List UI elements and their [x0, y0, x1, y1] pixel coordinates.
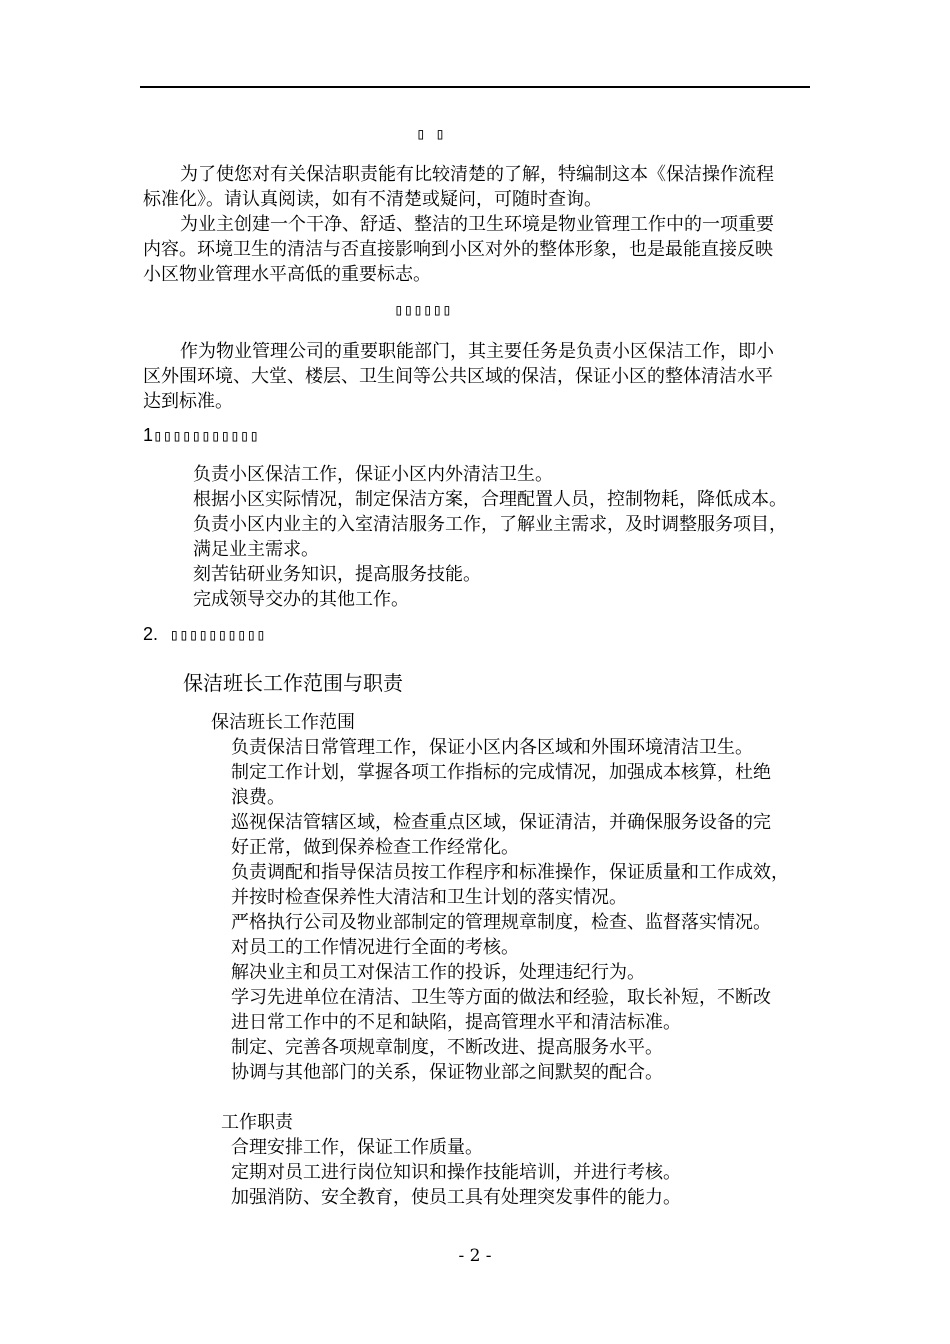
list-item: 好正常，做到保养检查工作经常化。	[231, 837, 519, 858]
list-item: 严格执行公司及物业部制定的管理规章制度，检查、监督落实情况。	[231, 912, 771, 933]
text-line: 小区物业管理水平高低的重要标志。	[143, 264, 431, 285]
list-item: 制定、完善各项规章制度，不断改进、提高服务水平。	[231, 1037, 663, 1058]
list-item: 进日常工作中的不足和缺陷，提高管理水平和清洁标准。	[231, 1012, 681, 1033]
item-2-heading	[143, 622, 266, 647]
page-title: ▯ ▯	[416, 124, 445, 143]
list-item: 负责调配和指导保洁员按工作程序和标准操作，保证质量和工作成效，	[231, 862, 789, 883]
scope-title: 保洁班长工作范围	[211, 712, 355, 733]
list-item: 合理安排工作，保证工作质量。	[231, 1137, 483, 1158]
text-line: 为了使您对有关保洁职责能有比较清楚的了解，特编制这本《保洁操作流程	[180, 164, 774, 185]
list-item: 学习先进单位在清洁、卫生等方面的做法和经验，取长补短，不断改	[231, 987, 771, 1008]
list-item: 巡视保洁管辖区域，检查重点区域，保证清洁，并确保服务设备的完	[231, 812, 771, 833]
list-item: 负责小区保洁工作，保证小区内外清洁卫生。	[193, 464, 553, 485]
list-item: 解决业主和员工对保洁工作的投诉，处理违纪行为。	[231, 962, 645, 983]
list-item: 浪费。	[231, 787, 285, 808]
item-heading-text: ▯▯▯▯▯▯▯▯▯▯▯	[153, 426, 259, 445]
text-line: 为业主创建一个干净、舒适、整洁的卫生环境是物业管理工作中的一项重要	[180, 214, 774, 235]
item-heading-text: ▯▯▯▯▯▯▯▯▯▯	[169, 625, 266, 644]
text-line: 标准化》。请认真阅读，如有不清楚或疑问，可随时查询。	[143, 189, 602, 210]
list-item: 负责小区内业主的入室清洁服务工作，了解业主需求，及时调整服务项目，	[193, 514, 787, 535]
responsibility-title: 工作职责	[221, 1112, 293, 1133]
list-item: 根据小区实际情况，制定保洁方案，合理配置人员，控制物耗，降低成本。	[193, 489, 787, 510]
item-1-heading	[143, 423, 259, 448]
text-line: 内容。环境卫生的清洁与否直接影响到小区对外的整体形象，也是最能直接反映	[143, 239, 773, 260]
item-number: 1	[143, 425, 154, 445]
list-item: 满足业主需求。	[193, 539, 319, 560]
text-line: 作为物业管理公司的重要职能部门，其主要任务是负责小区保洁工作，即小	[180, 341, 774, 362]
text-line: 区外围环境、大堂、楼层、卫生间等公共区域的保洁，保证小区的整体清洁水平	[143, 366, 773, 387]
list-item: 加强消防、安全教育，使员工具有处理突发事件的能力。	[231, 1187, 681, 1208]
section-heading: ▯▯▯▯▯▯	[394, 300, 452, 319]
list-item: 协调与其他部门的关系，保证物业部之间默契的配合。	[231, 1062, 663, 1083]
list-item: 定期对员工进行岗位知识和操作技能培训，并进行考核。	[231, 1162, 681, 1183]
leader-section-title: 保洁班长工作范围与职责	[183, 671, 403, 695]
list-item: 负责保洁日常管理工作，保证小区内各区域和外围环境清洁卫生。	[231, 737, 753, 758]
list-item: 刻苦钻研业务知识，提高服务技能。	[193, 564, 481, 585]
list-item: 对员工的工作情况进行全面的考核。	[231, 937, 519, 958]
header-rule	[140, 86, 810, 88]
list-item: 制定工作计划，掌握各项工作指标的完成情况，加强成本核算，杜绝	[231, 762, 771, 783]
list-item: 完成领导交办的其他工作。	[193, 589, 409, 610]
list-item: 并按时检查保养性大清洁和卫生计划的落实情况。	[231, 887, 627, 908]
text-line: 达到标准。	[143, 391, 233, 412]
page-number: - 2 -	[458, 1246, 492, 1266]
item-number: 2.	[143, 624, 159, 644]
